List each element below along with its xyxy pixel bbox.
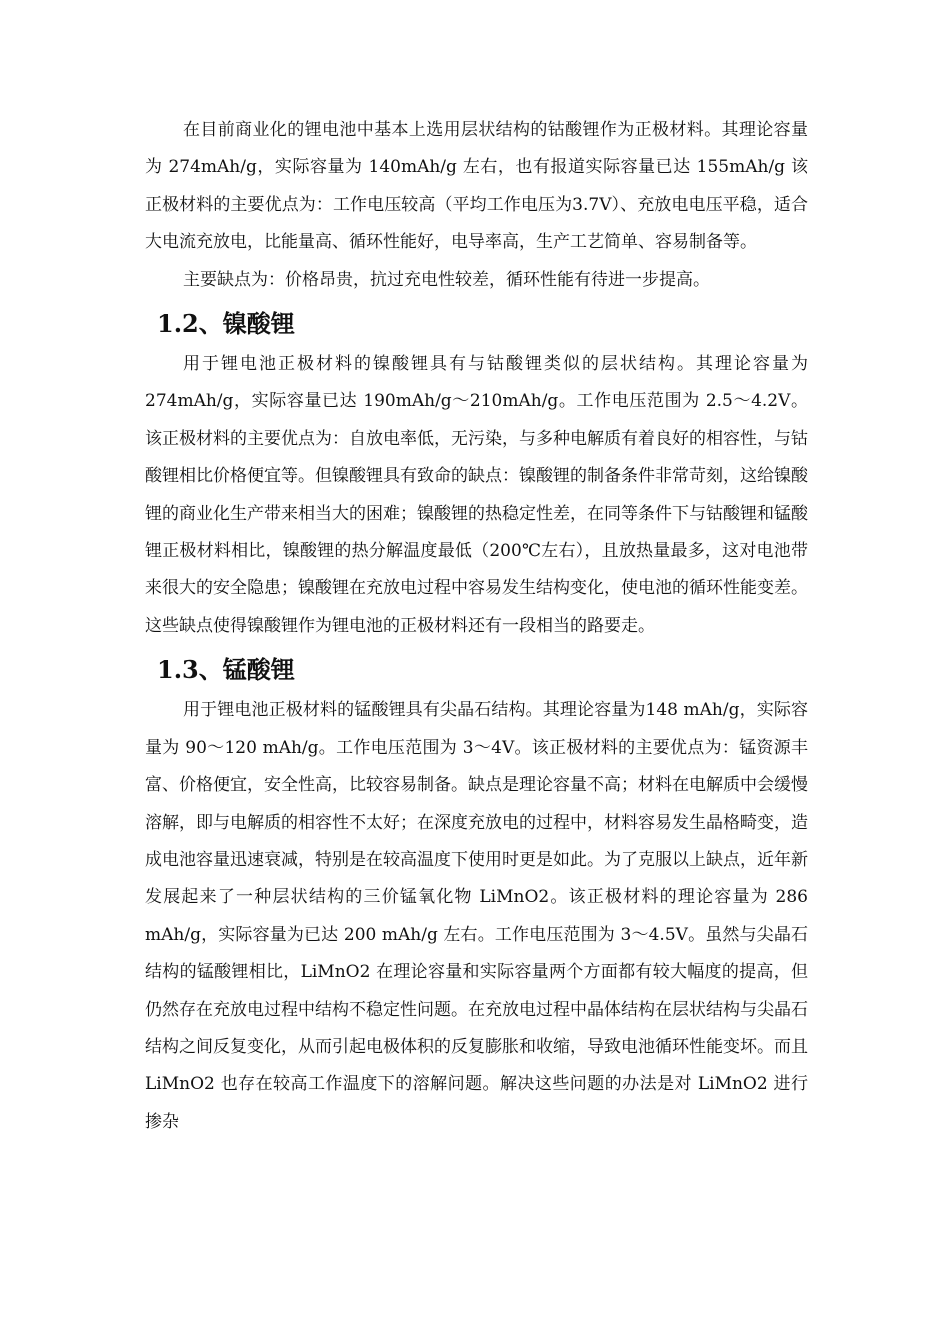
paragraph-cobalt-intro: 在目前商业化的锂电池中基本上选用层状结构的钴酸锂作为正极材料。其理论容量为 274mAh/g，实际容量为 140mAh/g 左右，也有报道实际容量已达 155mAh/g 该正极材料的主要优点为：工作电压较高（平均工作电压为3.7V）、充放电电压平稳，适合大电流充放电，比能量高、循环性能好，电导率高，生产工艺简单、容易制备等。 bbox=[145, 120, 808, 253]
heading-number: 1.2 bbox=[157, 309, 199, 339]
paragraph-cobalt-drawbacks: 主要缺点为：价格昂贵，抗过充电性较差，循环性能有待进一步提高。 bbox=[183, 269, 710, 290]
heading-number: 1.3 bbox=[157, 655, 199, 685]
section-heading-nickelate bbox=[145, 305, 808, 342]
paragraph-manganate: 用于锂电池正极材料的锰酸锂具有尖晶石结构。其理论容量为148 mAh/g，实际容量为 90～120 mAh/g。工作电压范围为 3～4V。该正极材料的主要优点为：锰资源丰富、价格便宜，安全性高，比较容易制备。缺点是理论容量不高；材料在电解质中会缓慢溶解，即与电解质的相容性不太好；在深度充放电的过程中，材料容易发生晶格畸变，造成电池容量迅速衰减，特别是在较高温度下使用时更是如此。为了克服以上缺点，近年新发展起来了一种层状结构的三价锰氧化物 LiMnO2。该正极材料的理论容量为 286 mAh/g，实际容量为已达 200 mAh/g 左右。工作电压范围为 3～4.5V。虽然与尖晶石结构的锰酸锂相比，LiMnO2 在理论容量和实际容量两个方面都有较大幅度的提高，但仍然存在充放电过程中结构不稳定性问题。在充放电过程中晶体结构在层状结构与尖晶石结构之间反复变化，从而引起电极体积的反复膨胀和收缩，导致电池循环性能变坏。而且 LiMnO2 也存在较高工作温度下的溶解问题。解决这些问题的办法是对 LiMnO2 进行掺杂 bbox=[145, 700, 808, 1132]
document-page bbox=[145, 112, 808, 1141]
heading-title: 、镍酸锂 bbox=[198, 309, 295, 339]
section-heading-manganate bbox=[145, 651, 808, 688]
paragraph-nickelate: 用于锂电池正极材料的镍酸锂具有与钴酸锂类似的层状结构。其理论容量为 274mAh/g，实际容量已达 190mAh/g～210mAh/g。工作电压范围为 2.5～4.2V。该正极材料的主要优点为：自放电率低，无污染，与多种电解质有着良好的相容性，与钴酸锂相比价格便宜等。但镍酸锂具有致命的缺点：镍酸锂的制备条件非常苛刻，这给镍酸锂的商业化生产带来相当大的困难；镍酸锂的热稳定性差，在同等条件下与钴酸锂和锰酸锂正极材料相比，镍酸锂的热分解温度最低（200℃左右），且放热量最多，这对电池带来很大的安全隐患；镍酸锂在充放电过程中容易发生结构变化，使电池的循环性能变差。这些缺点使得镍酸锂作为锂电池的正极材料还有一段相当的路要走。 bbox=[145, 354, 808, 636]
heading-title: 、锰酸锂 bbox=[198, 655, 295, 685]
